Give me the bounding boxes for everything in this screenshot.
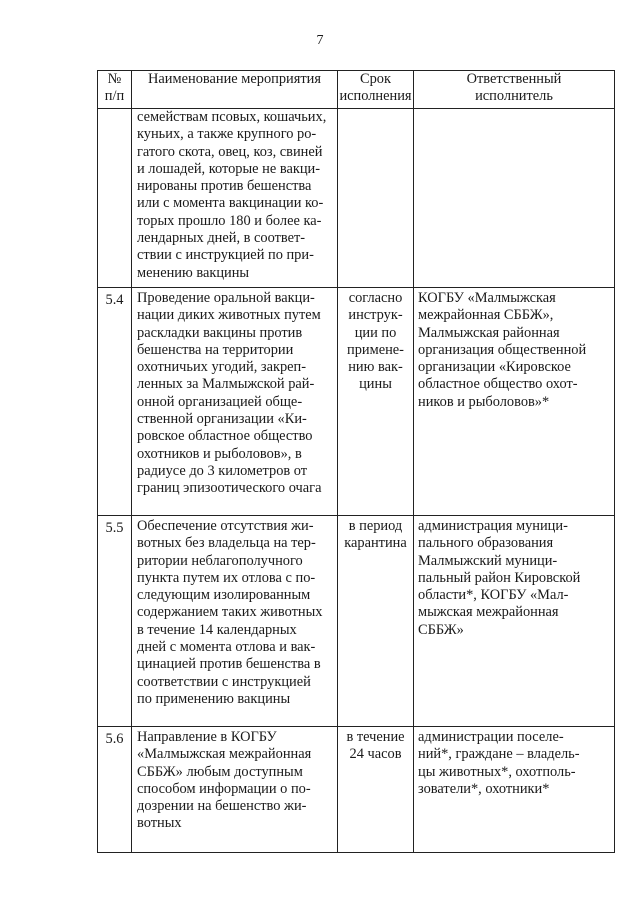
- row-name-line: семействам псовых, кошачьих,: [137, 109, 327, 125]
- row-name-line: ровское областное общество: [137, 428, 313, 445]
- row-resp-line: области*, КОГБУ «Мал-: [418, 587, 569, 604]
- row-resp-line: организации «Кировское: [418, 359, 571, 376]
- row-name-line: границ эпизоотического очага: [137, 480, 322, 497]
- row-term: [338, 516, 414, 727]
- measures-table: [97, 70, 615, 853]
- row-name-line: цинацией против бешенства в: [137, 656, 321, 673]
- header-resp-line: исполнитель: [475, 88, 553, 105]
- header-resp: [414, 71, 615, 109]
- row-name-line: по применению вакцины: [137, 690, 291, 707]
- row-resp: [414, 727, 615, 853]
- row-name-line: ственной организации «Ки-: [137, 411, 307, 428]
- row-term: [338, 727, 414, 853]
- header-term-line: исполнения: [339, 88, 412, 105]
- header-name-line: Наименование мероприятия: [148, 71, 321, 87]
- row-term-line: 24 часов: [349, 746, 402, 763]
- header-num-line: п/п: [104, 88, 125, 105]
- row-term-line: ции по: [354, 324, 397, 341]
- row-name-line: Направление в КОГБУ: [137, 729, 277, 745]
- row-name: [132, 288, 338, 516]
- row-name-line: гатого скота, овец, коз, свиней: [137, 143, 323, 160]
- row-name-line: ленных за Малмыжской рай-: [137, 376, 315, 393]
- header-name: [132, 71, 338, 109]
- row-resp-line: ников и рыболовов»*: [418, 393, 550, 410]
- row-term-line: карантина: [344, 535, 407, 552]
- row-num: 5.5: [98, 516, 132, 727]
- table-row: [98, 516, 615, 727]
- row-term: [338, 288, 414, 516]
- row-name-line: «Малмыжская межрайонная: [137, 746, 312, 763]
- row-name-line: или с момента вакцинации ко-: [137, 195, 324, 212]
- table-row: [98, 727, 615, 853]
- row-term-line: инструк-: [348, 307, 403, 324]
- row-name-line: вотных: [137, 815, 182, 832]
- page-number: 7: [316, 33, 324, 48]
- row-name-line: вотных без владельца на тер-: [137, 535, 316, 552]
- row-name-line: охотничьих угодий, закреп-: [137, 359, 307, 376]
- row-resp: [414, 109, 615, 288]
- row-resp-line: администрация муници-: [418, 518, 568, 534]
- row-term-line: примене-: [347, 341, 404, 358]
- row-resp-line: цы животных*, охотполь-: [418, 763, 576, 780]
- row-name-line: нированы против бешенства: [137, 178, 312, 195]
- header-num-line: №: [107, 71, 122, 87]
- row-name-line: торых прошло 180 и более ка-: [137, 212, 322, 229]
- row-resp-line: зователи*, охотники*: [418, 780, 550, 797]
- row-resp-line: СББЖ»: [418, 621, 464, 638]
- row-name-line: раскладки вакцины против: [137, 324, 303, 341]
- row-name-line: пункта путем их отлова с по-: [137, 569, 316, 586]
- row-name-line: ритории неблагополучного: [137, 552, 303, 569]
- header-num: [98, 71, 132, 109]
- row-resp: [414, 288, 615, 516]
- header-term: [338, 71, 414, 109]
- row-term-line: согласно: [348, 290, 403, 306]
- table-row: [98, 288, 615, 516]
- row-term-line: в течение: [346, 729, 405, 745]
- row-resp-line: пальный район Кировской: [418, 569, 581, 586]
- header-term-line: Срок: [360, 71, 391, 87]
- row-num: 5.6: [98, 727, 132, 853]
- row-name-line: Проведение оральной вакци-: [137, 290, 315, 306]
- row-term-line: цины: [359, 376, 392, 393]
- row-name: [132, 109, 338, 288]
- row-resp-line: КОГБУ «Малмыжская: [418, 290, 556, 306]
- row-name-line: нации диких животных путем: [137, 307, 321, 324]
- row-name-line: в течение 14 календарных: [137, 621, 297, 638]
- row-name-line: лендарных дней, в соответ-: [137, 230, 306, 247]
- row-resp-line: пального образования: [418, 535, 554, 552]
- row-num: [98, 109, 132, 288]
- row-term: [338, 109, 414, 288]
- row-name-line: и лошадей, которые не вакци-: [137, 160, 321, 177]
- row-resp-line: мыжская межрайонная: [418, 604, 559, 621]
- row-resp-line: администрации поселе-: [418, 729, 564, 745]
- row-name-line: Обеспечение отсутствия жи-: [137, 518, 314, 534]
- table-header-row: [98, 71, 615, 109]
- row-resp-line: организация общественной: [418, 341, 587, 358]
- row-name-line: менению вакцины: [137, 264, 250, 281]
- row-name-line: следующим изолированным: [137, 587, 311, 604]
- row-name-line: радиусе до 3 километров от: [137, 462, 308, 479]
- row-resp-line: Малмыжская районная: [418, 324, 560, 341]
- row-name: [132, 727, 338, 853]
- row-term-line: нию вак-: [348, 359, 403, 376]
- row-resp-line: ний*, граждане – владель-: [418, 746, 580, 763]
- row-resp: [414, 516, 615, 727]
- row-name-line: ствии с инструкцией по при-: [137, 247, 314, 264]
- row-name-line: дней с момента отлова и вак-: [137, 639, 316, 656]
- row-term-line: в период: [348, 518, 403, 534]
- table-row: [98, 109, 615, 288]
- row-name-line: охотников и рыболовов», в: [137, 445, 302, 462]
- header-resp-line: Ответственный: [466, 71, 562, 87]
- row-name-line: куньих, а также крупного ро-: [137, 126, 317, 143]
- row-resp-line: межрайонная СББЖ»,: [418, 307, 554, 324]
- row-resp-line: областное общество охот-: [418, 376, 578, 393]
- row-name-line: способом информации о по-: [137, 780, 311, 797]
- row-name-line: содержанием таких животных: [137, 604, 323, 621]
- row-num: 5.4: [98, 288, 132, 516]
- row-resp-line: Малмыжский муници-: [418, 552, 558, 569]
- row-name-line: онной организацией обще-: [137, 393, 303, 410]
- row-name-line: соответствии с инструкцией: [137, 673, 311, 690]
- row-name-line: дозрении на бешенство жи-: [137, 798, 307, 815]
- row-name-line: СББЖ» любым доступным: [137, 763, 303, 780]
- row-name-line: бешенства на территории: [137, 341, 294, 358]
- row-name: [132, 516, 338, 727]
